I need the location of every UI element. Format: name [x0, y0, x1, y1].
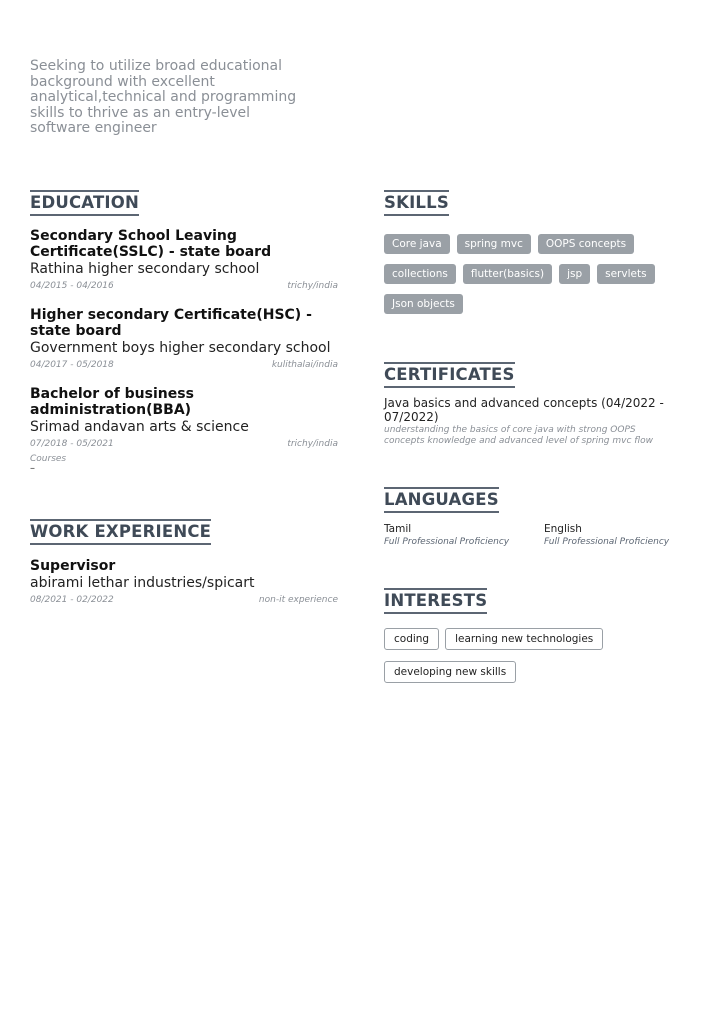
education-school: Srimad andavan arts & science [30, 419, 249, 435]
education-meta [30, 359, 338, 371]
work-section [30, 519, 338, 606]
education-entry [30, 228, 338, 292]
education-dates: 04/2017 - 05/2018 [30, 360, 114, 370]
education-section [30, 190, 338, 473]
education-school: Rathina higher secondary school [30, 261, 260, 277]
skill-tag: flutter(basics) [463, 264, 552, 284]
work-meta [30, 594, 338, 606]
languages-heading: LANGUAGES [384, 487, 499, 513]
work-company: abirami lethar industries/spicart [30, 575, 255, 591]
education-location: kulithalai/india [271, 360, 338, 370]
languages-list [384, 523, 704, 548]
languages-section [384, 487, 704, 548]
education-degree: Bachelor of business administration(BBA) [30, 386, 194, 418]
language-item [544, 523, 704, 548]
skill-tag: spring mvc [457, 234, 531, 254]
education-dates: 07/2018 - 05/2021 [30, 439, 114, 449]
right-column [384, 190, 704, 683]
skills-section [384, 190, 704, 314]
interests-heading: INTERESTS [384, 588, 487, 614]
education-heading: EDUCATION [30, 190, 139, 216]
education-meta [30, 280, 338, 292]
skill-tag: Json objects [384, 294, 463, 314]
skills-tags [384, 234, 684, 314]
education-location: trichy/india [287, 281, 338, 291]
work-role: Supervisor [30, 558, 116, 574]
language-name: Tamil [384, 523, 412, 535]
certificate-name: Java basics and advanced concepts (04/2022 - 07/2022) [384, 396, 664, 424]
left-column [30, 190, 338, 606]
work-dates: 08/2021 - 02/2022 [30, 595, 114, 605]
interest-tag: coding [384, 628, 439, 650]
work-note: non-it experience [258, 595, 338, 605]
summary-text: Seeking to utilize broad educational background with excellent analytical,technical and programming skills to thrive as an entry-level software engineer [30, 58, 297, 136]
skill-tag: servlets [597, 264, 654, 284]
certificate-description: understanding the basics of core java with strong OOPS concepts knowledge and advanced level of spring mvc flow [384, 425, 653, 446]
interests-tags [384, 628, 614, 683]
interest-tag: learning new technologies [445, 628, 603, 650]
certificates-heading: CERTIFICATES [384, 362, 515, 388]
education-degree: Higher secondary Certificate(HSC) - state board [30, 307, 312, 339]
education-meta [30, 438, 338, 450]
skill-tag: Core java [384, 234, 450, 254]
language-level: Full Professional Proficiency [544, 537, 670, 547]
education-entry [30, 386, 338, 473]
skills-heading: SKILLS [384, 190, 449, 216]
courses-label: Courses [30, 454, 67, 464]
education-school: Government boys higher secondary school [30, 340, 331, 356]
skill-tag: OOPS concepts [538, 234, 634, 254]
interests-section [384, 588, 704, 683]
work-entry [30, 558, 338, 606]
skill-tag: jsp [559, 264, 590, 284]
certificates-section [384, 362, 704, 447]
interest-tag: developing new skills [384, 661, 516, 683]
education-degree: Secondary School Leaving Certificate(SSLC) - state board [30, 228, 272, 260]
language-name: English [544, 523, 582, 535]
language-item [384, 523, 544, 548]
skill-tag: collections [384, 264, 456, 284]
education-location: trichy/india [287, 439, 338, 449]
language-level: Full Professional Proficiency [384, 537, 510, 547]
courses-bullet: – [30, 463, 35, 474]
education-entry [30, 307, 338, 371]
education-dates: 04/2015 - 04/2016 [30, 281, 114, 291]
work-heading: WORK EXPERIENCE [30, 519, 211, 545]
